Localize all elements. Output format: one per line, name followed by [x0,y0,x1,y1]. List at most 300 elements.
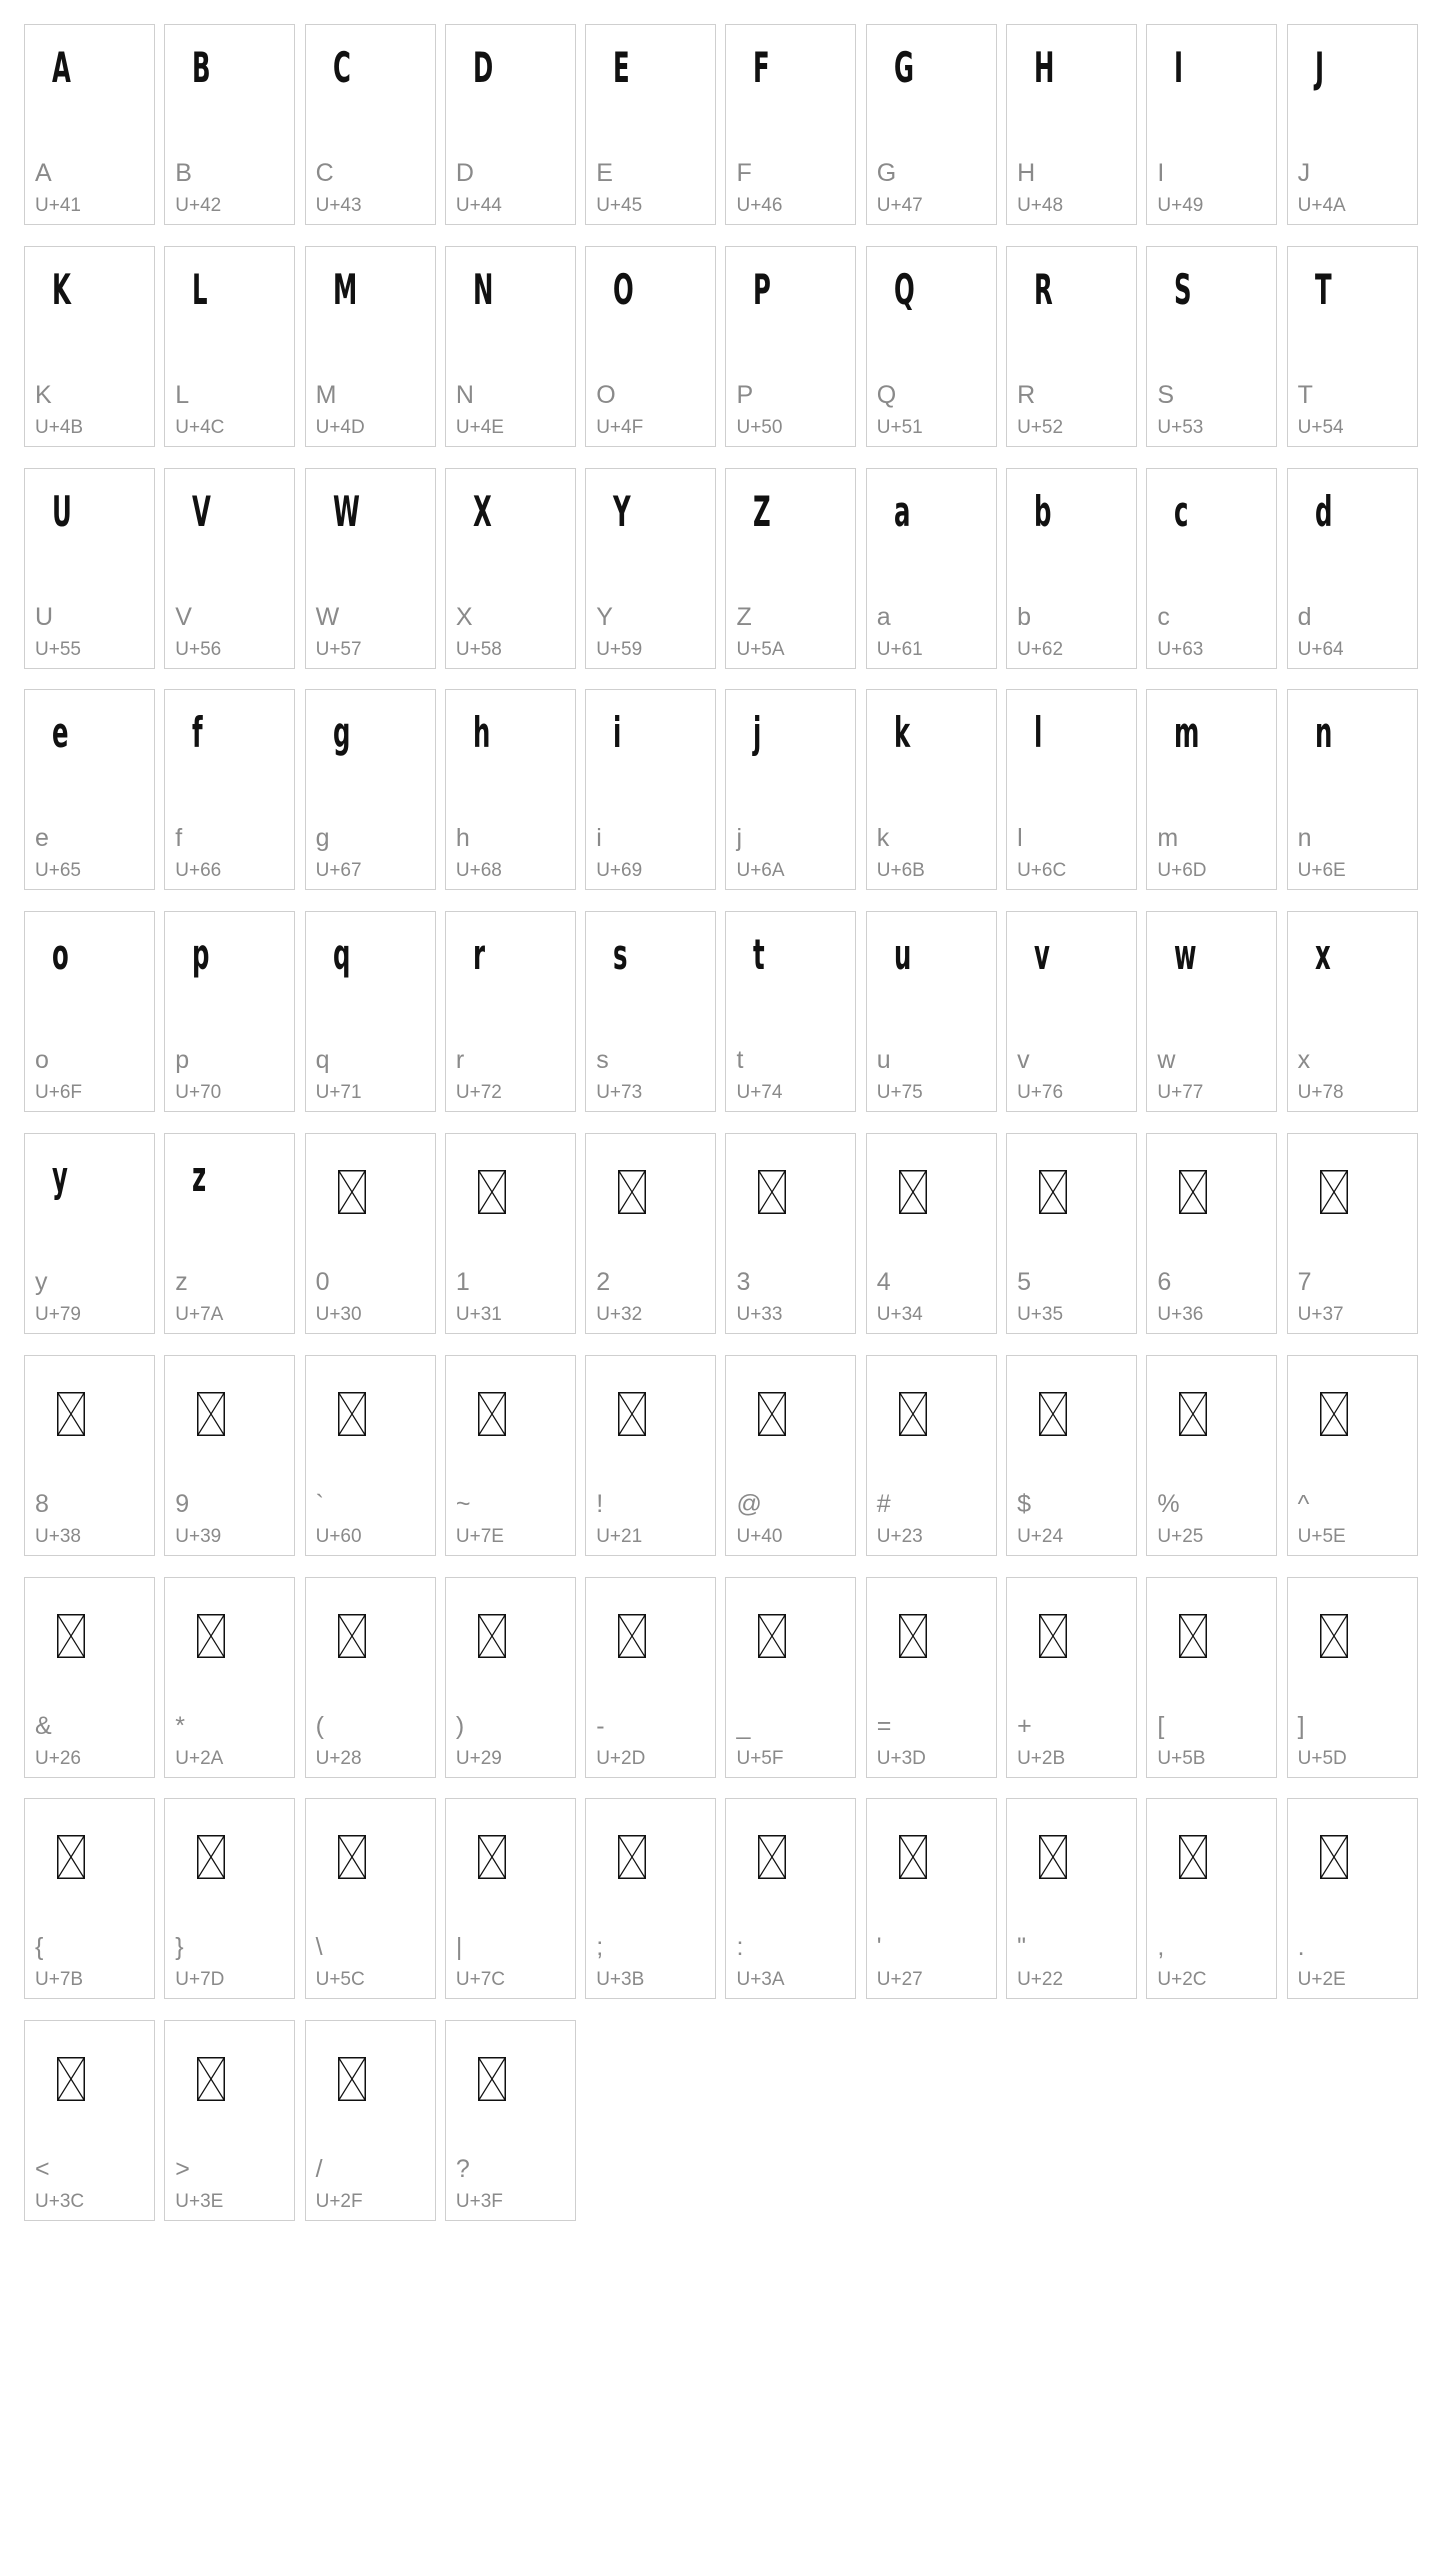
glyph-codepoint-label: U+34 [876,1303,923,1325]
glyph-preview: q [332,930,351,980]
glyph-char-label: 0 [315,1267,330,1296]
glyph-codepoint-label: U+4D [315,416,365,438]
missing-glyph-icon [57,1835,85,1879]
glyph-cell[interactable] [1287,1798,1418,1999]
missing-glyph-icon [758,1835,786,1879]
glyph-preview: i [613,708,622,758]
glyph-codepoint-label: U+4E [455,416,504,438]
glyph-preview: A [52,43,71,92]
glyph-codepoint-label: U+50 [736,416,783,438]
glyph-cell[interactable] [725,1133,856,1334]
glyph-codepoint-label: U+37 [1297,1303,1344,1325]
glyph-preview: Z [753,486,772,536]
glyph-char-label: X [455,602,473,631]
glyph-cell[interactable] [305,1577,436,1778]
glyph-codepoint-label: U+5A [736,638,785,660]
glyph-cell[interactable] [1287,689,1418,890]
glyph-preview: a [893,486,911,536]
glyph-codepoint-label: U+57 [315,638,362,660]
glyph-preview: P [753,264,772,314]
glyph-cell[interactable] [725,1577,856,1778]
glyph-char-label: h [455,824,470,853]
glyph-codepoint-label: U+6B [876,860,925,882]
glyph-char-label: t [736,1046,744,1075]
glyph-char-label: 3 [736,1267,751,1296]
glyph-preview: f [192,708,203,758]
glyph-char-label: g [315,824,330,853]
glyph-char-label: r [455,1046,465,1075]
glyph-char-label: , [1157,1933,1165,1962]
glyph-char-label: d [1297,602,1312,631]
glyph-cell[interactable] [1146,1798,1277,1999]
glyph-codepoint-label: U+7B [35,1969,84,1991]
glyph-cell[interactable] [24,246,155,447]
glyph-cell[interactable] [1146,246,1277,447]
glyph-cell[interactable] [725,24,856,225]
glyph-codepoint-label: U+7A [175,1303,224,1325]
glyph-cell[interactable] [445,1798,576,1999]
glyph-cell[interactable] [305,246,436,447]
glyph-char-label: q [315,1046,330,1075]
glyph-codepoint-label: U+72 [455,1082,502,1104]
glyph-char-label: 4 [876,1267,891,1296]
glyph-cell[interactable] [725,468,856,669]
glyph-char-label: D [455,159,474,187]
glyph-cell[interactable] [305,468,436,669]
glyph-char-label: @ [736,1489,762,1518]
missing-glyph-icon [1039,1835,1067,1879]
glyph-cell[interactable] [725,1798,856,1999]
glyph-cell[interactable] [1006,24,1137,225]
glyph-codepoint-label: U+5D [1297,1747,1347,1769]
glyph-char-label: ] [1297,1711,1305,1740]
glyph-codepoint-label: U+5B [1157,1747,1206,1769]
missing-glyph-icon [1320,1392,1348,1436]
glyph-char-label: Z [736,602,752,631]
glyph-cell[interactable] [585,911,716,1112]
glyph-char-label: _ [736,1711,751,1740]
glyph-preview: b [1034,486,1052,536]
glyph-cell[interactable] [24,2020,155,2221]
glyph-codepoint-label: U+79 [35,1303,81,1325]
glyph-cell[interactable] [866,689,997,890]
glyph-codepoint-label: U+45 [596,195,643,216]
glyph-preview: c [1174,486,1189,536]
glyph-char-label: [ [1157,1711,1165,1740]
glyph-cell[interactable] [1006,468,1137,669]
glyph-cell[interactable] [1287,24,1418,225]
glyph-codepoint-label: U+35 [1017,1303,1064,1325]
glyph-codepoint-label: U+2C [1157,1969,1207,1991]
glyph-codepoint-label: U+2D [596,1747,646,1769]
glyph-codepoint-label: U+58 [455,638,502,660]
glyph-cell[interactable] [1006,1133,1137,1334]
glyph-codepoint-label: U+67 [315,860,362,882]
glyph-cell[interactable] [1146,468,1277,669]
glyph-codepoint-label: U+78 [1297,1082,1344,1104]
glyph-cell[interactable] [1006,911,1137,1112]
glyph-codepoint-label: U+5F [736,1747,784,1769]
glyph-codepoint-label: U+6F [35,1082,82,1104]
glyph-char-label: . [1297,1933,1305,1962]
missing-glyph-icon [478,1614,506,1658]
glyph-char-label: c [1157,602,1170,631]
glyph-codepoint-label: U+2A [175,1747,224,1769]
glyph-preview: H [1034,43,1055,92]
missing-glyph-icon [899,1835,927,1879]
glyph-codepoint-label: U+42 [175,195,222,216]
glyph-preview: m [1174,708,1200,758]
glyph-char-label: F [736,159,752,187]
glyph-codepoint-label: U+30 [315,1303,362,1325]
glyph-preview: N [472,264,494,314]
glyph-char-label: w [1157,1046,1176,1075]
glyph-char-label: 9 [175,1489,190,1518]
glyph-cell[interactable] [866,246,997,447]
glyph-cell[interactable] [1287,1133,1418,1334]
glyph-char-label: W [315,602,340,631]
glyph-cell[interactable] [1146,1133,1277,1334]
glyph-codepoint-label: U+32 [596,1303,643,1325]
glyph-cell[interactable] [1006,246,1137,447]
glyph-cell[interactable] [725,1355,856,1556]
glyph-cell[interactable] [1006,1798,1137,1999]
glyph-codepoint-label: U+36 [1157,1303,1204,1325]
glyph-preview: Y [613,486,631,536]
missing-glyph-icon [338,1392,366,1436]
glyph-char-label: z [175,1267,188,1296]
glyph-cell[interactable] [164,1798,295,1999]
glyph-char-label: = [876,1711,892,1740]
missing-glyph-icon [899,1170,927,1214]
glyph-cell[interactable] [866,911,997,1112]
glyph-cell[interactable] [1006,689,1137,890]
glyph-cell[interactable] [24,1355,155,1556]
glyph-char-label: " [1017,1933,1026,1962]
missing-glyph-icon [1320,1614,1348,1658]
glyph-cell[interactable] [585,246,716,447]
missing-glyph-icon [618,1170,646,1214]
glyph-codepoint-label: U+31 [455,1303,502,1325]
glyph-cell[interactable] [866,1577,997,1778]
glyph-cell[interactable] [445,911,576,1112]
glyph-char-label: K [35,380,52,409]
glyph-codepoint-label: U+62 [1017,638,1064,660]
missing-glyph-icon [57,2057,85,2101]
glyph-cell[interactable] [164,2020,295,2221]
glyph-codepoint-label: U+23 [876,1525,923,1547]
glyph-cell[interactable] [866,1355,997,1556]
glyph-char-label: R [1017,380,1036,409]
glyph-cell[interactable] [1287,246,1418,447]
missing-glyph-icon [1320,1170,1348,1214]
missing-glyph-icon [618,1835,646,1879]
glyph-cell[interactable] [866,468,997,669]
glyph-codepoint-label: U+3B [596,1969,645,1991]
glyph-preview: z [192,1151,207,1201]
glyph-cell[interactable] [1146,24,1277,225]
glyph-cell[interactable] [866,1798,997,1999]
glyph-cell[interactable] [1287,911,1418,1112]
glyph-cell[interactable] [305,911,436,1112]
glyph-codepoint-label: U+27 [876,1969,923,1991]
glyph-preview: F [753,43,771,92]
glyph-cell[interactable] [24,911,155,1112]
glyph-char-label: ^ [1297,1489,1310,1518]
glyph-cell[interactable] [445,1133,576,1334]
glyph-cell[interactable] [1006,1355,1137,1556]
missing-glyph-icon [1179,1614,1207,1658]
missing-glyph-icon [618,1614,646,1658]
glyph-cell[interactable] [24,468,155,669]
glyph-cell[interactable] [164,468,295,669]
glyph-cell[interactable] [24,1133,155,1334]
glyph-cell[interactable] [585,1355,716,1556]
glyph-cell[interactable] [164,246,295,447]
glyph-preview: W [332,486,360,536]
glyph-codepoint-label: U+77 [1157,1082,1204,1104]
glyph-char-label: e [35,824,49,853]
glyph-codepoint-label: U+4C [175,416,225,438]
glyph-char-label: j [736,824,743,853]
missing-glyph-icon [478,2057,506,2101]
glyph-preview: S [1174,264,1192,314]
glyph-cell[interactable] [305,1798,436,1999]
glyph-cell[interactable] [305,2020,436,2221]
glyph-codepoint-label: U+47 [876,195,923,216]
glyph-cell[interactable] [866,24,997,225]
glyph-cell[interactable] [445,689,576,890]
missing-glyph-icon [478,1392,506,1436]
glyph-cell[interactable] [445,468,576,669]
glyph-cell[interactable] [585,468,716,669]
glyph-char-label: % [1157,1489,1180,1518]
glyph-codepoint-label: U+69 [596,860,643,882]
missing-glyph-icon [338,1614,366,1658]
glyph-codepoint-label: U+46 [736,195,783,216]
glyph-preview: J [1314,43,1324,92]
glyph-char-label: { [35,1933,44,1962]
glyph-cell[interactable] [445,1355,576,1556]
glyph-char-label: M [315,380,337,409]
missing-glyph-icon [1039,1614,1067,1658]
glyph-codepoint-label: U+61 [876,638,923,660]
glyph-codepoint-label: U+49 [1157,195,1204,216]
glyph-cell[interactable] [585,1798,716,1999]
glyph-codepoint-label: U+22 [1017,1969,1064,1991]
glyph-preview: u [893,930,912,980]
glyph-char-label: l [1017,824,1023,853]
glyph-cell[interactable] [725,911,856,1112]
glyph-cell[interactable] [445,246,576,447]
glyph-char-label: I [1157,159,1165,187]
missing-glyph-icon [197,1392,225,1436]
glyph-char-label: Q [876,380,897,409]
glyph-char-label: A [35,159,52,187]
glyph-cell[interactable] [1287,1355,1418,1556]
missing-glyph-icon [758,1614,786,1658]
glyph-preview: E [613,43,630,92]
glyph-char-label: n [1297,824,1312,853]
missing-glyph-icon [1179,1392,1207,1436]
glyph-codepoint-label: U+3A [736,1969,785,1991]
glyph-char-label: } [175,1933,184,1962]
glyph-char-label: 5 [1017,1267,1031,1296]
glyph-char-label: G [876,159,897,187]
glyph-cell[interactable] [164,24,295,225]
glyph-cell[interactable] [164,911,295,1112]
glyph-cell[interactable] [866,1133,997,1334]
glyph-char-label: ( [315,1711,324,1740]
glyph-cell[interactable] [1006,1577,1137,1778]
glyph-cell[interactable] [1287,468,1418,669]
glyph-preview: G [893,43,914,92]
glyph-cell[interactable] [445,2020,576,2221]
glyph-char-label: x [1297,1046,1311,1075]
glyph-cell[interactable] [305,1133,436,1334]
glyph-char-label: | [455,1933,463,1962]
glyph-codepoint-label: U+21 [596,1525,643,1547]
glyph-preview: B [192,43,211,92]
glyph-codepoint-label: U+59 [596,638,643,660]
glyph-preview: C [332,43,351,92]
glyph-char-label: H [1017,159,1036,187]
glyph-char-label: T [1297,380,1313,409]
glyph-codepoint-label: U+73 [596,1082,643,1104]
glyph-cell[interactable] [1287,1577,1418,1778]
glyph-preview: t [753,930,766,980]
glyph-codepoint-label: U+24 [1017,1525,1064,1547]
glyph-cell[interactable] [24,24,155,225]
glyph-char-label: - [596,1711,605,1740]
missing-glyph-icon [1179,1835,1207,1879]
glyph-char-label: O [596,380,616,409]
glyph-preview: L [192,264,208,314]
glyph-codepoint-label: U+74 [736,1082,783,1104]
glyph-char-label: S [1157,380,1175,409]
glyph-codepoint-label: U+2E [1297,1969,1346,1991]
missing-glyph-icon [338,1170,366,1214]
glyph-codepoint-label: U+41 [35,195,81,216]
glyph-char-label: u [876,1046,891,1075]
glyph-char-label: Y [596,602,613,631]
glyph-codepoint-label: U+5C [315,1969,365,1991]
glyph-cell[interactable] [164,1355,295,1556]
glyph-preview: l [1034,708,1043,758]
glyph-cell[interactable] [24,1798,155,1999]
glyph-char-label: B [175,159,192,187]
glyph-char-label: 1 [455,1267,470,1296]
glyph-cell[interactable] [725,689,856,890]
glyph-codepoint-label: U+4B [35,416,84,438]
glyph-cell[interactable] [305,1355,436,1556]
glyph-preview: R [1034,264,1053,314]
glyph-preview: V [192,486,212,536]
glyph-cell[interactable] [445,24,576,225]
glyph-cell[interactable] [445,1577,576,1778]
glyph-codepoint-label: U+5E [1297,1525,1346,1547]
glyph-cell[interactable] [24,1577,155,1778]
glyph-char-label: & [35,1711,52,1740]
glyph-char-label: ' [876,1933,882,1962]
glyph-grid [24,24,1418,2221]
glyph-char-label: 6 [1157,1267,1172,1296]
missing-glyph-icon [197,1835,225,1879]
glyph-cell[interactable] [164,1577,295,1778]
glyph-preview: d [1314,486,1333,536]
missing-glyph-icon [758,1392,786,1436]
glyph-codepoint-label: U+29 [455,1747,502,1769]
glyph-char-label: m [1157,824,1179,853]
glyph-codepoint-label: U+7D [175,1969,225,1991]
glyph-preview: h [472,708,491,758]
glyph-cell[interactable] [164,689,295,890]
glyph-cell[interactable] [1146,911,1277,1112]
glyph-preview: k [893,708,910,758]
glyph-preview: M [332,264,357,314]
glyph-cell[interactable] [1146,1577,1277,1778]
glyph-preview: r [472,930,485,980]
glyph-preview: O [613,264,634,314]
glyph-codepoint-label: U+28 [315,1747,362,1769]
glyph-char-label: # [876,1489,891,1518]
glyph-char-label: s [596,1046,609,1075]
missing-glyph-icon [1039,1392,1067,1436]
glyph-codepoint-label: U+2B [1017,1747,1066,1769]
glyph-preview: n [1314,708,1333,758]
glyph-cell[interactable] [1146,1355,1277,1556]
glyph-codepoint-label: U+76 [1017,1082,1064,1104]
missing-glyph-icon [478,1170,506,1214]
missing-glyph-icon [338,2057,366,2101]
glyph-preview: U [52,486,72,536]
glyph-codepoint-label: U+51 [876,416,923,438]
glyph-codepoint-label: U+75 [876,1082,923,1104]
missing-glyph-icon [57,1614,85,1658]
glyph-cell[interactable] [585,1577,716,1778]
glyph-codepoint-label: U+38 [35,1525,81,1547]
glyph-cell[interactable] [725,246,856,447]
glyph-codepoint-label: U+6E [1297,860,1346,882]
glyph-cell[interactable] [305,689,436,890]
glyph-char-label: E [596,159,613,187]
glyph-char-label: L [175,380,190,409]
glyph-cell[interactable] [585,689,716,890]
glyph-codepoint-label: U+6D [1157,860,1207,882]
glyph-cell[interactable] [1146,689,1277,890]
glyph-cell[interactable] [585,24,716,225]
glyph-codepoint-label: U+39 [175,1525,222,1547]
glyph-cell[interactable] [305,24,436,225]
glyph-char-label: + [1017,1711,1032,1740]
glyph-codepoint-label: U+6A [736,860,785,882]
glyph-codepoint-label: U+68 [455,860,502,882]
glyph-cell[interactable] [164,1133,295,1334]
glyph-preview: e [52,708,69,758]
glyph-codepoint-label: U+65 [35,860,81,882]
glyph-codepoint-label: U+26 [35,1747,81,1769]
glyph-preview: I [1174,43,1184,92]
glyph-char-label: o [35,1046,49,1075]
glyph-codepoint-label: U+4A [1297,195,1346,216]
glyph-char-label: i [596,824,602,853]
glyph-cell[interactable] [24,689,155,890]
glyph-cell[interactable] [585,1133,716,1334]
glyph-codepoint-label: U+3C [35,2191,85,2213]
missing-glyph-icon [618,1392,646,1436]
glyph-preview: w [1174,930,1197,980]
missing-glyph-icon [197,2057,225,2101]
